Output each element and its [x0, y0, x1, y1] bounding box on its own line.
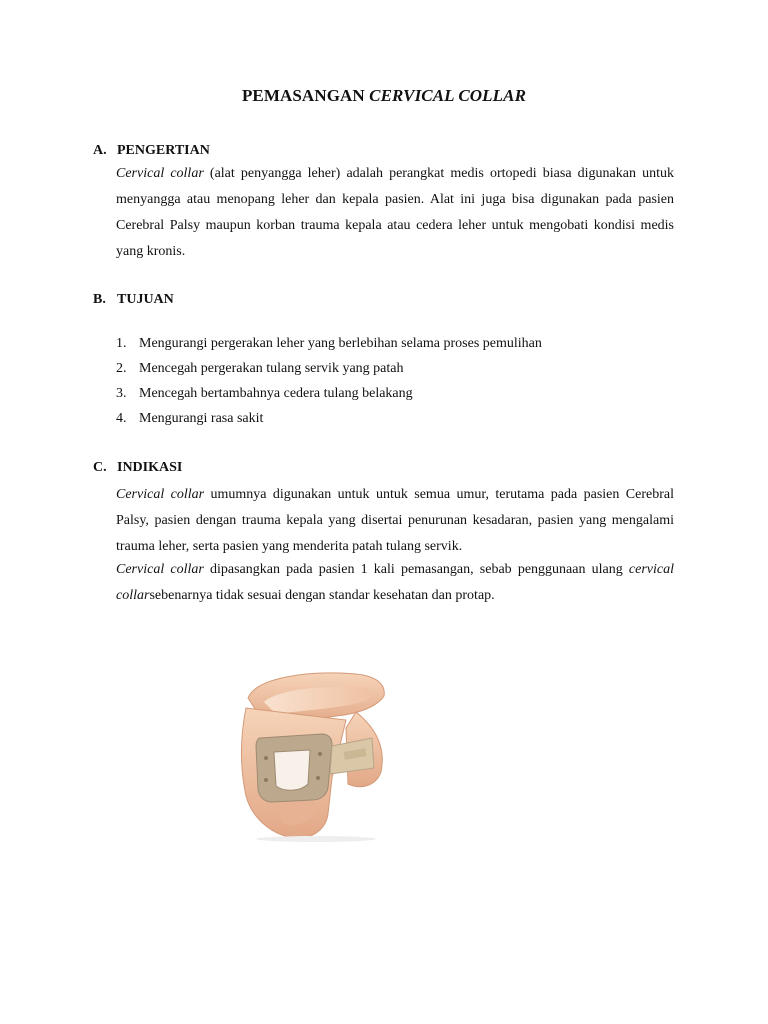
list-item-text: Mencegah pergerakan tulang servik yang patah [139, 361, 404, 376]
pengertian-paragraph [116, 161, 674, 265]
title-main: PEMASANGAN [241, 86, 370, 105]
section-c-letter: C. [93, 460, 107, 475]
list-item-text: Mengurangi rasa sakit [139, 411, 264, 426]
section-b-letter: B. [93, 292, 106, 307]
indikasi-p2-italic: Cervical collar [116, 562, 204, 577]
list-item-number: 2. [116, 361, 127, 376]
section-b-heading [93, 292, 174, 308]
indikasi-p1-italic: Cervical collar [116, 487, 205, 502]
section-b-title: TUJUAN [117, 292, 174, 307]
cervical-collar-icon [236, 668, 396, 843]
list-item [116, 356, 676, 381]
list-item-text: Mencegah bertambahnya cedera tulang belakang [139, 386, 413, 401]
section-a-title: PENGERTIAN [117, 143, 210, 158]
indikasi-p2-text-a: dipasangkan pada pasien 1 kali pemasangan, sebab penggunaan ulang [203, 562, 629, 577]
list-item [116, 331, 676, 356]
list-item-number: 3. [116, 386, 127, 401]
section-c-heading [93, 460, 182, 476]
document-title [0, 86, 768, 106]
indikasi-paragraph-2 [116, 557, 674, 609]
list-item [116, 381, 676, 406]
section-a-heading [93, 143, 210, 159]
section-a-letter: A. [93, 143, 107, 158]
indikasi-p1-text: umumnya digunakan untuk untuk semua umur, terutama pada pasien Cerebral Palsy, pasien dengan trauma kepala yang disertai penurunan kesadaran, pasien yang mengalami trauma leher, serta pasien yang menderita patah tulang servik. [116, 487, 674, 554]
list-item-number: 1. [116, 336, 127, 351]
list-item-number: 4. [116, 411, 127, 426]
indikasi-paragraph-1 [116, 482, 674, 560]
pengertian-italic-lead: Cervical collar [116, 166, 204, 181]
list-item-text: Mengurangi pergerakan leher yang berlebihan selama proses pemulihan [139, 336, 542, 351]
tujuan-list [116, 331, 676, 431]
indikasi-p2-italic-b: cervical collar [116, 562, 674, 603]
title-italic: CERVICAL COLLAR [369, 86, 527, 105]
indikasi-p2-text-b: sebenarnya tidak sesuai dengan standar kesehatan dan protap. [149, 588, 495, 603]
pengertian-text: (alat penyangga leher) adalah perangkat medis ortopedi biasa digunakan untuk menyangga atau menopang leher dan kepala pasien. Alat ini juga bisa digunakan pada pasien Cerebral Palsy maupun korban trauma kepala atau cedera leher untuk mengobati kondisi medis yang kronis. [116, 166, 674, 259]
list-item [116, 406, 676, 431]
section-c-title: INDIKASI [117, 460, 183, 475]
